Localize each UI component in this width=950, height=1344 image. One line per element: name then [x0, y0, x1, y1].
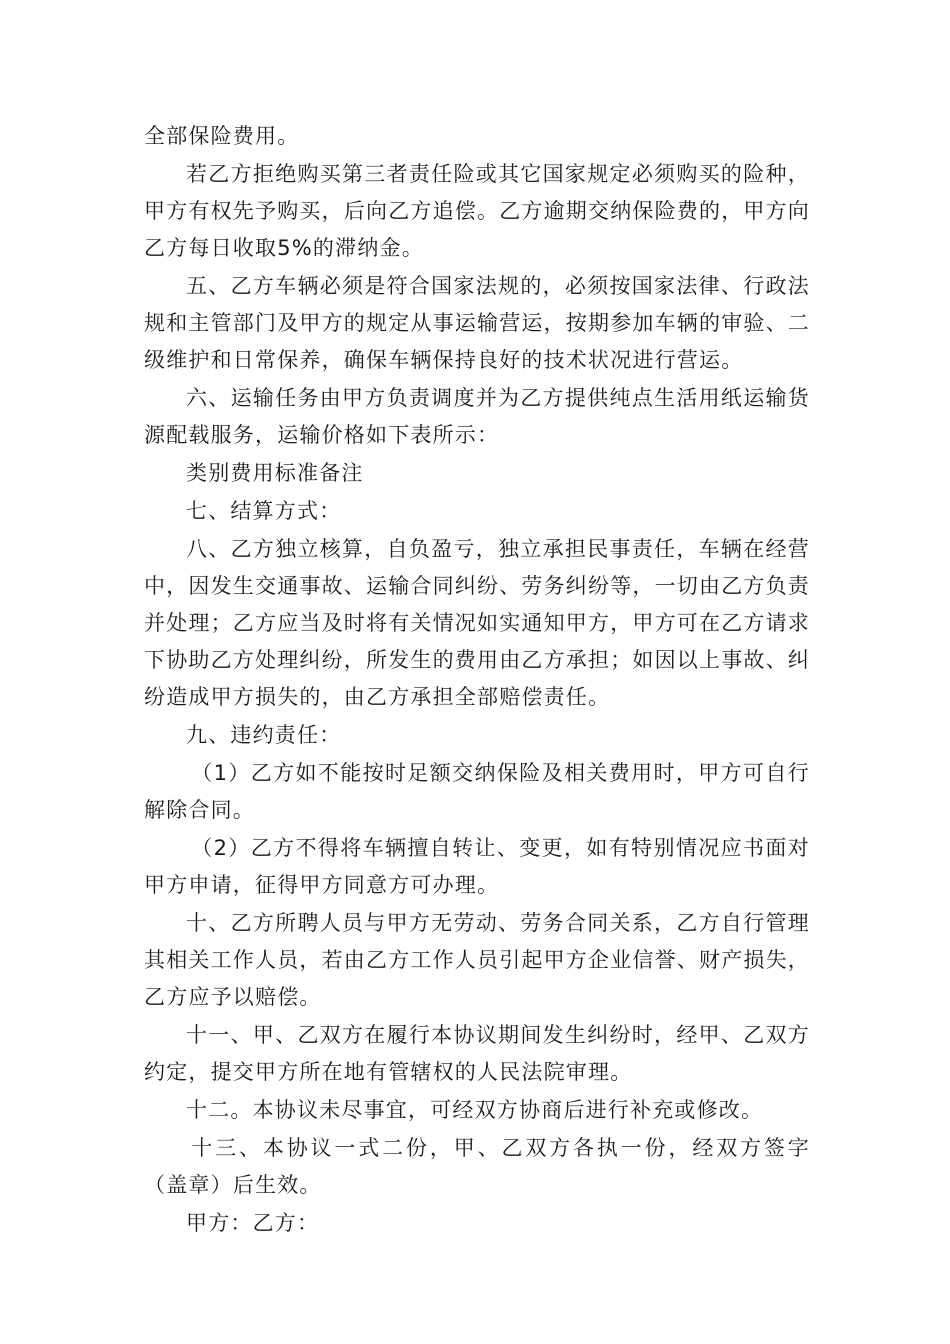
paragraph-clause-9: 九、违约责任： — [186, 723, 342, 747]
paragraph-clause-7: 七、结算方式： — [186, 499, 342, 523]
paragraph-clause-8: 八、乙方独立核算，自负盈亏，独立承担民事责任，车辆在经营中，因发生交通事故、运输合同纠纷、劳务纠纷等，一切由乙方负责并处理；乙方应当及时将有关情况如实通知甲方，甲方可在乙方请求下协助乙方处理纠纷，所发生的费用由乙方承担；如因以上事故、纠纷造成甲方损失的，由乙方承担全部赔偿责任。 — [144, 537, 810, 709]
paragraph-clause-12: 十二。本协议未尽事宜，可经双方协商后进行补充或修改。 — [186, 1098, 764, 1122]
paragraph-clause-5: 五、乙方车辆必须是符合国家法规的，必须按国家法律、行政法规和主管部门及甲方的规定从事运输营运，按期参加车辆的审验、二级维护和日常保养，确保车辆保持良好的技术状况进行营运。 — [144, 274, 810, 372]
paragraph-table-header: 类别费用标准备注 — [186, 461, 364, 485]
paragraph-clause-9-item-1: （1）乙方如不能按时足额交纳保险及相关费用时，甲方可自行解除合同。 — [144, 761, 810, 822]
paragraph-clause-6: 六、运输任务由甲方负责调度并为乙方提供纯点生活用纸运输货源配载服务，运输价格如下表所示： — [144, 386, 810, 447]
paragraph-clause-9-item-2: （2）乙方不得将车辆擅自转让、变更，如有特别情况应书面对甲方申请，征得甲方同意方可办理。 — [144, 836, 810, 897]
paragraph-clause-13: 十三、本协议一式二份，甲、乙双方各执一份，经双方签字（盖章）后生效。 — [144, 1136, 810, 1197]
document-body — [144, 118, 810, 1242]
paragraph-clause-10: 十、乙方所聘人员与甲方无劳动、劳务合同关系，乙方自行管理其相关工作人员，若由乙方工作人员引起甲方企业信誉、财产损失，乙方应予以赔偿。 — [144, 911, 810, 1009]
paragraph-insurance-cost: 全部保险费用。 — [144, 124, 300, 148]
paragraph-third-party-insurance: 若乙方拒绝购买第三者责任险或其它国家规定必须购买的险种，甲方有权先予购买，后向乙方追偿。乙方逾期交纳保险费的，甲方向乙方每日收取5%的滞纳金。 — [144, 162, 810, 260]
paragraph-clause-11: 十一、甲、乙双方在履行本协议期间发生纠纷时，经甲、乙双方约定，提交甲方所在地有管辖权的人民法院审理。 — [144, 1023, 810, 1084]
paragraph-signatures: 甲方：乙方： — [186, 1211, 320, 1235]
